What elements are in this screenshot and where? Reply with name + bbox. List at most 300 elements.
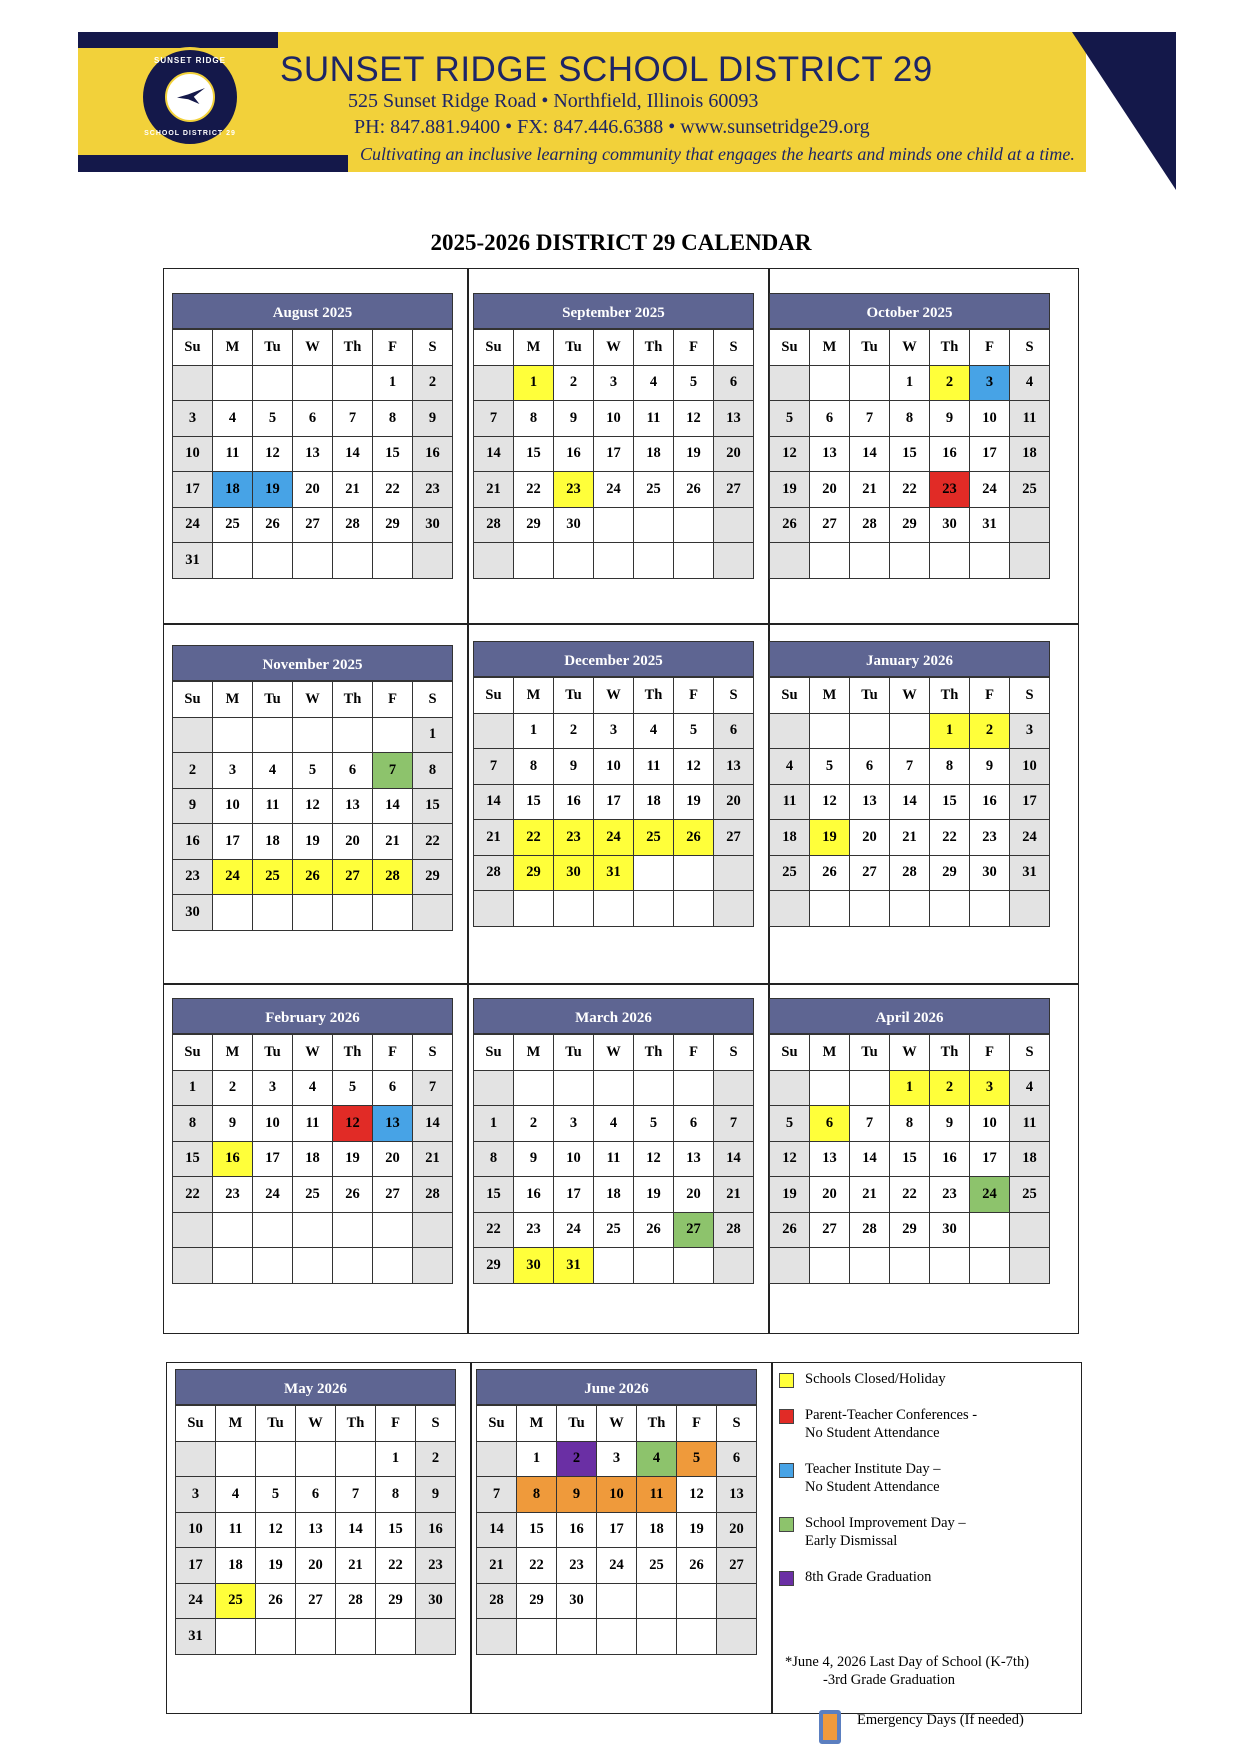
weekday-header: Tu bbox=[253, 1035, 293, 1071]
grid-divider bbox=[771, 1362, 773, 1714]
empty-cell bbox=[810, 365, 850, 401]
weekday-header: F bbox=[373, 330, 413, 366]
legend-label bbox=[805, 1406, 977, 1442]
day-cell: 11 bbox=[1010, 1106, 1050, 1142]
day-cell: 19 bbox=[810, 820, 850, 856]
weekday-header: M bbox=[514, 330, 554, 366]
empty-cell bbox=[770, 891, 810, 927]
day-cell: 22 bbox=[373, 472, 413, 508]
weekday-header: Su bbox=[770, 1035, 810, 1071]
day-cell: 10 bbox=[970, 401, 1010, 437]
empty-cell bbox=[554, 1070, 594, 1106]
district-header bbox=[78, 32, 1176, 190]
empty-cell bbox=[677, 1619, 717, 1655]
day-cell: 25 bbox=[1010, 1177, 1050, 1213]
day-cell: 4 bbox=[253, 753, 293, 789]
day-cell: 17 bbox=[594, 784, 634, 820]
day-cell: 3 bbox=[173, 401, 213, 437]
day-cell: 1 bbox=[173, 1070, 213, 1106]
day-cell: 21 bbox=[477, 1548, 517, 1584]
day-cell: 18 bbox=[770, 820, 810, 856]
day-cell: 24 bbox=[176, 1583, 216, 1619]
month-calendar bbox=[175, 1369, 456, 1655]
day-cell: 27 bbox=[810, 1212, 850, 1248]
day-cell: 11 bbox=[634, 749, 674, 785]
weekday-header: S bbox=[717, 1406, 757, 1442]
weekday-header: Th bbox=[930, 1035, 970, 1071]
district-contact: PH: 847.881.9400 • FX: 847.446.6388 • www.sunsetridge29.org bbox=[354, 116, 870, 138]
day-cell: 7 bbox=[373, 753, 413, 789]
day-cell: 18 bbox=[634, 436, 674, 472]
logo-bottom-text: SCHOOL DISTRICT 29 bbox=[144, 130, 236, 137]
day-cell: 25 bbox=[1010, 472, 1050, 508]
day-cell: 3 bbox=[970, 1070, 1010, 1106]
day-cell: 26 bbox=[293, 859, 333, 895]
day-cell: 22 bbox=[514, 820, 554, 856]
day-cell: 14 bbox=[474, 436, 514, 472]
empty-cell bbox=[850, 713, 890, 749]
empty-cell bbox=[770, 543, 810, 579]
weekday-header: Tu bbox=[850, 1035, 890, 1071]
legend-label-line: Early Dismissal bbox=[805, 1533, 898, 1549]
legend-label-line: No Student Attendance bbox=[805, 1425, 940, 1441]
empty-cell bbox=[850, 1248, 890, 1284]
empty-cell bbox=[594, 507, 634, 543]
day-cell: 22 bbox=[517, 1548, 557, 1584]
day-cell: 30 bbox=[557, 1583, 597, 1619]
weekday-header: W bbox=[890, 678, 930, 714]
day-cell: 1 bbox=[890, 365, 930, 401]
day-cell: 7 bbox=[333, 401, 373, 437]
day-cell: 16 bbox=[554, 436, 594, 472]
empty-cell bbox=[333, 365, 373, 401]
month-grid bbox=[172, 681, 453, 931]
day-cell: 30 bbox=[173, 895, 213, 931]
district-logo bbox=[140, 47, 240, 147]
day-cell: 17 bbox=[213, 824, 253, 860]
day-cell: 28 bbox=[474, 507, 514, 543]
day-cell: 25 bbox=[637, 1548, 677, 1584]
day-cell: 30 bbox=[554, 855, 594, 891]
empty-cell bbox=[594, 543, 634, 579]
weekday-header: M bbox=[810, 1035, 850, 1071]
day-cell: 24 bbox=[253, 1177, 293, 1213]
empty-cell bbox=[413, 1248, 453, 1284]
month-calendar bbox=[172, 998, 453, 1284]
day-cell: 15 bbox=[890, 436, 930, 472]
day-cell: 3 bbox=[213, 753, 253, 789]
day-cell: 13 bbox=[293, 436, 333, 472]
day-cell: 19 bbox=[293, 824, 333, 860]
day-cell: 15 bbox=[376, 1512, 416, 1548]
day-cell: 11 bbox=[594, 1141, 634, 1177]
day-cell: 4 bbox=[1010, 1070, 1050, 1106]
legend-emergency-label: Emergency Days (If needed) bbox=[857, 1712, 1024, 1728]
empty-cell bbox=[173, 717, 213, 753]
day-cell: 2 bbox=[416, 1441, 456, 1477]
day-cell: 27 bbox=[293, 507, 333, 543]
day-cell: 15 bbox=[373, 436, 413, 472]
empty-cell bbox=[970, 891, 1010, 927]
day-cell: 6 bbox=[714, 713, 754, 749]
month-title: April 2026 bbox=[769, 998, 1050, 1034]
day-cell: 26 bbox=[677, 1548, 717, 1584]
empty-cell bbox=[1010, 507, 1050, 543]
day-cell: 11 bbox=[216, 1512, 256, 1548]
month-calendar bbox=[473, 293, 754, 579]
empty-cell bbox=[674, 891, 714, 927]
empty-cell bbox=[970, 1248, 1010, 1284]
weekday-header: Th bbox=[333, 330, 373, 366]
day-cell: 14 bbox=[890, 784, 930, 820]
day-cell: 9 bbox=[970, 749, 1010, 785]
weekday-header: Th bbox=[634, 330, 674, 366]
weekday-header: F bbox=[970, 1035, 1010, 1071]
day-cell: 18 bbox=[253, 824, 293, 860]
day-cell: 21 bbox=[474, 820, 514, 856]
legend-label-line: School Improvement Day – bbox=[805, 1515, 966, 1531]
day-cell: 10 bbox=[597, 1477, 637, 1513]
weekday-header: M bbox=[213, 1035, 253, 1071]
empty-cell bbox=[173, 1212, 213, 1248]
legend-label: Schools Closed/Holiday bbox=[805, 1371, 946, 1387]
day-cell: 11 bbox=[1010, 401, 1050, 437]
empty-cell bbox=[717, 1583, 757, 1619]
day-cell: 5 bbox=[253, 401, 293, 437]
day-cell: 9 bbox=[514, 1141, 554, 1177]
day-cell: 13 bbox=[296, 1512, 336, 1548]
empty-cell bbox=[634, 507, 674, 543]
month-title: March 2026 bbox=[473, 998, 754, 1034]
weekday-header: Tu bbox=[256, 1406, 296, 1442]
day-cell: 21 bbox=[474, 472, 514, 508]
day-cell: 14 bbox=[333, 436, 373, 472]
empty-cell bbox=[173, 365, 213, 401]
empty-cell bbox=[333, 1248, 373, 1284]
legend-note-line: -3rd Grade Graduation bbox=[823, 1672, 956, 1688]
day-cell: 25 bbox=[253, 859, 293, 895]
day-cell: 4 bbox=[293, 1070, 333, 1106]
empty-cell bbox=[554, 891, 594, 927]
day-cell: 20 bbox=[717, 1512, 757, 1548]
weekday-header: Th bbox=[336, 1406, 376, 1442]
day-cell: 25 bbox=[293, 1177, 333, 1213]
day-cell: 23 bbox=[514, 1212, 554, 1248]
bird-icon bbox=[177, 88, 205, 104]
empty-cell bbox=[477, 1619, 517, 1655]
weekday-header: M bbox=[810, 678, 850, 714]
day-cell: 31 bbox=[594, 855, 634, 891]
empty-cell bbox=[890, 543, 930, 579]
day-cell: 29 bbox=[890, 1212, 930, 1248]
weekday-header: S bbox=[413, 1035, 453, 1071]
day-cell: 8 bbox=[413, 753, 453, 789]
month-calendar bbox=[769, 998, 1050, 1284]
empty-cell bbox=[970, 543, 1010, 579]
month-title: October 2025 bbox=[769, 293, 1050, 329]
legend-note-line: *June 4, 2026 Last Day of School (K-7th) bbox=[785, 1654, 1030, 1670]
month-calendar bbox=[769, 293, 1050, 579]
empty-cell bbox=[717, 1619, 757, 1655]
day-cell: 10 bbox=[1010, 749, 1050, 785]
day-cell: 21 bbox=[413, 1141, 453, 1177]
day-cell: 29 bbox=[413, 859, 453, 895]
day-cell: 4 bbox=[634, 713, 674, 749]
day-cell: 7 bbox=[474, 401, 514, 437]
day-cell: 13 bbox=[850, 784, 890, 820]
day-cell: 6 bbox=[293, 401, 333, 437]
day-cell: 14 bbox=[850, 436, 890, 472]
empty-cell bbox=[213, 365, 253, 401]
day-cell: 29 bbox=[517, 1583, 557, 1619]
day-cell: 28 bbox=[850, 507, 890, 543]
day-cell: 8 bbox=[474, 1141, 514, 1177]
day-cell: 29 bbox=[890, 507, 930, 543]
day-cell: 15 bbox=[930, 784, 970, 820]
day-cell: 15 bbox=[514, 436, 554, 472]
day-cell: 1 bbox=[930, 713, 970, 749]
day-cell: 20 bbox=[714, 784, 754, 820]
day-cell: 21 bbox=[850, 1177, 890, 1213]
day-cell: 8 bbox=[173, 1106, 213, 1142]
day-cell: 3 bbox=[594, 365, 634, 401]
day-cell: 24 bbox=[594, 472, 634, 508]
day-cell: 16 bbox=[413, 436, 453, 472]
month-title: September 2025 bbox=[473, 293, 754, 329]
empty-cell bbox=[770, 365, 810, 401]
empty-cell bbox=[890, 1248, 930, 1284]
day-cell: 19 bbox=[333, 1141, 373, 1177]
empty-cell bbox=[810, 543, 850, 579]
day-cell: 16 bbox=[930, 1141, 970, 1177]
empty-cell bbox=[293, 1212, 333, 1248]
month-grid bbox=[769, 329, 1050, 579]
day-cell: 2 bbox=[554, 365, 594, 401]
day-cell: 5 bbox=[634, 1106, 674, 1142]
day-cell: 24 bbox=[213, 859, 253, 895]
legend-swatch-red bbox=[779, 1409, 794, 1424]
empty-cell bbox=[674, 855, 714, 891]
day-cell: 9 bbox=[930, 401, 970, 437]
day-cell: 20 bbox=[373, 1141, 413, 1177]
day-cell: 2 bbox=[554, 713, 594, 749]
weekday-header: Th bbox=[333, 1035, 373, 1071]
grid-divider bbox=[470, 1362, 472, 1714]
weekday-header: F bbox=[373, 1035, 413, 1071]
day-cell: 9 bbox=[554, 401, 594, 437]
weekday-header: Su bbox=[173, 330, 213, 366]
empty-cell bbox=[634, 1070, 674, 1106]
day-cell: 27 bbox=[714, 472, 754, 508]
day-cell: 12 bbox=[810, 784, 850, 820]
day-cell: 30 bbox=[970, 855, 1010, 891]
header-navy-corner bbox=[1072, 32, 1176, 190]
day-cell: 6 bbox=[810, 401, 850, 437]
day-cell: 21 bbox=[890, 820, 930, 856]
logo-top-text: SUNSET RIDGE bbox=[153, 56, 226, 65]
day-cell: 4 bbox=[216, 1477, 256, 1513]
day-cell: 30 bbox=[514, 1248, 554, 1284]
legend-swatch-yellow bbox=[779, 1373, 794, 1388]
day-cell: 16 bbox=[213, 1141, 253, 1177]
day-cell: 22 bbox=[930, 820, 970, 856]
day-cell: 7 bbox=[474, 749, 514, 785]
day-cell: 1 bbox=[517, 1441, 557, 1477]
weekday-header: W bbox=[594, 678, 634, 714]
day-cell: 5 bbox=[256, 1477, 296, 1513]
empty-cell bbox=[413, 543, 453, 579]
day-cell: 11 bbox=[637, 1477, 677, 1513]
day-cell: 9 bbox=[413, 401, 453, 437]
empty-cell bbox=[376, 1619, 416, 1655]
day-cell: 19 bbox=[770, 472, 810, 508]
weekday-header: W bbox=[296, 1406, 336, 1442]
legend-swatch-purple bbox=[779, 1571, 794, 1586]
empty-cell bbox=[770, 713, 810, 749]
empty-cell bbox=[714, 543, 754, 579]
day-cell: 2 bbox=[970, 713, 1010, 749]
day-cell: 19 bbox=[634, 1177, 674, 1213]
day-cell: 16 bbox=[930, 436, 970, 472]
day-cell: 26 bbox=[674, 820, 714, 856]
month-grid bbox=[769, 677, 1050, 927]
empty-cell bbox=[413, 1212, 453, 1248]
day-cell: 22 bbox=[376, 1548, 416, 1584]
empty-cell bbox=[293, 365, 333, 401]
empty-cell bbox=[714, 1248, 754, 1284]
day-cell: 9 bbox=[557, 1477, 597, 1513]
day-cell: 11 bbox=[213, 436, 253, 472]
empty-cell bbox=[176, 1441, 216, 1477]
weekday-header: M bbox=[810, 330, 850, 366]
day-cell: 7 bbox=[850, 401, 890, 437]
day-cell: 13 bbox=[714, 401, 754, 437]
weekday-header: Su bbox=[474, 678, 514, 714]
day-cell: 5 bbox=[810, 749, 850, 785]
empty-cell bbox=[373, 1248, 413, 1284]
day-cell: 25 bbox=[216, 1583, 256, 1619]
day-cell: 17 bbox=[1010, 784, 1050, 820]
month-calendar bbox=[473, 641, 754, 927]
empty-cell bbox=[637, 1583, 677, 1619]
day-cell: 28 bbox=[850, 1212, 890, 1248]
weekday-header: Su bbox=[770, 678, 810, 714]
empty-cell bbox=[474, 891, 514, 927]
day-cell: 19 bbox=[770, 1177, 810, 1213]
day-cell: 17 bbox=[176, 1548, 216, 1584]
day-cell: 30 bbox=[930, 1212, 970, 1248]
day-cell: 23 bbox=[173, 859, 213, 895]
day-cell: 12 bbox=[674, 749, 714, 785]
weekday-header: M bbox=[213, 682, 253, 718]
day-cell: 25 bbox=[634, 472, 674, 508]
weekday-header: S bbox=[413, 682, 453, 718]
day-cell: 26 bbox=[256, 1583, 296, 1619]
day-cell: 31 bbox=[1010, 855, 1050, 891]
day-cell: 17 bbox=[173, 472, 213, 508]
weekday-header: Tu bbox=[554, 678, 594, 714]
empty-cell bbox=[514, 1070, 554, 1106]
empty-cell bbox=[256, 1619, 296, 1655]
empty-cell bbox=[597, 1619, 637, 1655]
month-calendar bbox=[172, 645, 453, 931]
day-cell: 6 bbox=[333, 753, 373, 789]
month-title: December 2025 bbox=[473, 641, 754, 677]
empty-cell bbox=[770, 1248, 810, 1284]
empty-cell bbox=[714, 507, 754, 543]
day-cell: 14 bbox=[714, 1141, 754, 1177]
day-cell: 27 bbox=[373, 1177, 413, 1213]
grid-divider bbox=[467, 268, 469, 1334]
day-cell: 25 bbox=[770, 855, 810, 891]
month-calendar bbox=[476, 1369, 757, 1655]
day-cell: 6 bbox=[674, 1106, 714, 1142]
day-cell: 20 bbox=[810, 472, 850, 508]
day-cell: 8 bbox=[514, 749, 554, 785]
day-cell: 6 bbox=[296, 1477, 336, 1513]
day-cell: 14 bbox=[474, 784, 514, 820]
weekday-header: Th bbox=[634, 678, 674, 714]
day-cell: 3 bbox=[554, 1106, 594, 1142]
empty-cell bbox=[333, 895, 373, 931]
empty-cell bbox=[810, 713, 850, 749]
day-cell: 29 bbox=[514, 507, 554, 543]
day-cell: 10 bbox=[970, 1106, 1010, 1142]
weekday-header: M bbox=[514, 678, 554, 714]
weekday-header: Th bbox=[637, 1406, 677, 1442]
day-cell: 3 bbox=[597, 1441, 637, 1477]
day-cell: 12 bbox=[253, 436, 293, 472]
day-cell: 27 bbox=[810, 507, 850, 543]
day-cell: 5 bbox=[333, 1070, 373, 1106]
empty-cell bbox=[517, 1619, 557, 1655]
day-cell: 2 bbox=[173, 753, 213, 789]
day-cell: 5 bbox=[293, 753, 333, 789]
day-cell: 2 bbox=[413, 365, 453, 401]
weekday-header: S bbox=[1010, 330, 1050, 366]
day-cell: 26 bbox=[333, 1177, 373, 1213]
day-cell: 10 bbox=[213, 788, 253, 824]
day-cell: 11 bbox=[634, 401, 674, 437]
empty-cell bbox=[333, 543, 373, 579]
day-cell: 8 bbox=[890, 1106, 930, 1142]
weekday-header: Su bbox=[474, 1035, 514, 1071]
day-cell: 10 bbox=[594, 749, 634, 785]
empty-cell bbox=[890, 713, 930, 749]
day-cell: 22 bbox=[890, 472, 930, 508]
day-cell: 28 bbox=[890, 855, 930, 891]
empty-cell bbox=[333, 717, 373, 753]
legend-swatch-green bbox=[779, 1517, 794, 1532]
day-cell: 5 bbox=[674, 713, 714, 749]
weekday-header: F bbox=[674, 678, 714, 714]
day-cell: 21 bbox=[850, 472, 890, 508]
month-title: February 2026 bbox=[172, 998, 453, 1034]
day-cell: 18 bbox=[1010, 436, 1050, 472]
weekday-header: F bbox=[376, 1406, 416, 1442]
day-cell: 27 bbox=[296, 1583, 336, 1619]
day-cell: 25 bbox=[594, 1212, 634, 1248]
day-cell: 29 bbox=[930, 855, 970, 891]
empty-cell bbox=[714, 855, 754, 891]
day-cell: 13 bbox=[717, 1477, 757, 1513]
district-address: 525 Sunset Ridge Road • Northfield, Illinois 60093 bbox=[348, 90, 759, 112]
day-cell: 9 bbox=[554, 749, 594, 785]
weekday-header: F bbox=[970, 330, 1010, 366]
day-cell: 6 bbox=[717, 1441, 757, 1477]
empty-cell bbox=[293, 1248, 333, 1284]
weekday-header: M bbox=[517, 1406, 557, 1442]
